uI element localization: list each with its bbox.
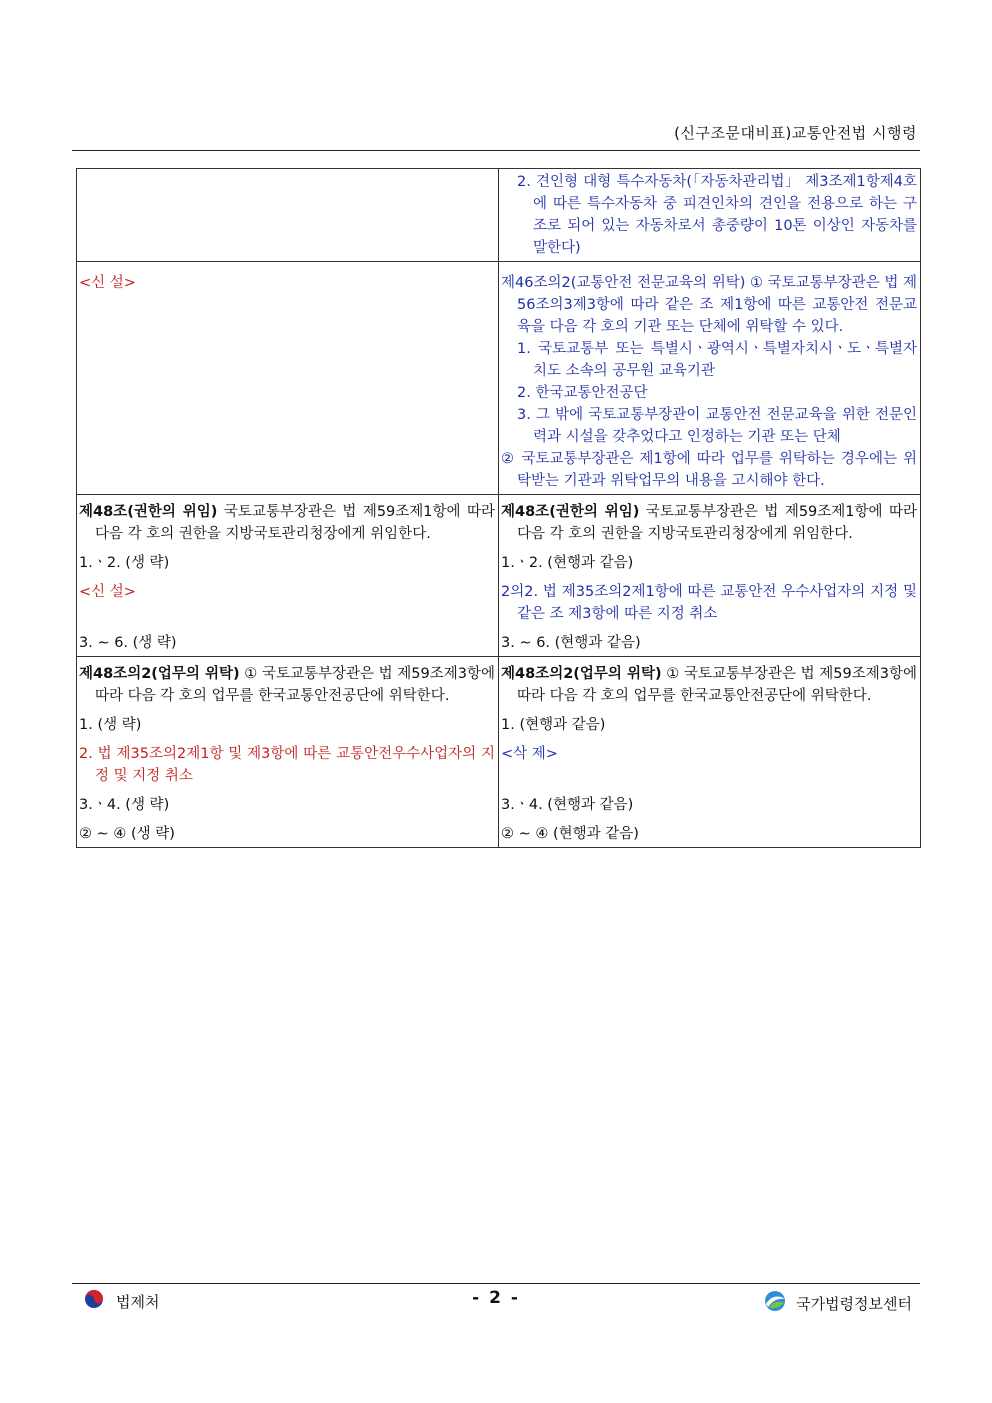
article-heading: 제48조의2(업무의 위탁) bbox=[79, 666, 240, 682]
article-paragraph: 제46조의2(교통안전 전문교육의 위탁) ① 국토교통부장관은 법 제56조의3제3항에 따라 같은 조 제1항에 따른 교통안전 전문교육을 다음 각 호의 기관 또는 단체에 위탁할 수 있다. bbox=[501, 275, 917, 335]
item-line: 3.ㆍ4. (생 략) bbox=[79, 797, 170, 813]
footer-org-label: 법제처 bbox=[116, 1292, 160, 1311]
item-line: 1.ㆍ2. (생 략) bbox=[79, 555, 170, 571]
new-provision-marker: <신 설> bbox=[79, 275, 136, 291]
paragraph-line: ② ∼ ④ (현행과 같음) bbox=[501, 826, 639, 842]
deleted-marker: <삭 제> bbox=[501, 746, 558, 762]
footer-right bbox=[762, 1289, 912, 1317]
old-cell bbox=[77, 657, 499, 848]
new-provision-marker: <신 설> bbox=[79, 584, 136, 600]
item-line: 1. 국토교통부 또는 특별시ㆍ광역시ㆍ특별자치시ㆍ도ㆍ특별자치도 소속의 공무원 교육기관 bbox=[517, 341, 917, 379]
article-body: ① 국토교통부장관은 법 제59조제3항에 따라 다음 각 호의 업무를 한국교통안전공단에 위탁한다. bbox=[517, 666, 917, 704]
article-text bbox=[79, 501, 495, 545]
table-row bbox=[77, 495, 921, 657]
article-heading: 제48조(권한의 위임) bbox=[501, 504, 640, 520]
new-cell bbox=[499, 495, 921, 657]
article-heading: 제48조(권한의 위임) bbox=[79, 504, 218, 520]
article-body: ① 국토교통부장관은 법 제59조제3항에 따라 다음 각 호의 업무를 한국교통안전공단에 위탁한다. bbox=[95, 666, 495, 704]
article-text bbox=[79, 663, 495, 707]
item-line: 3. 그 밖에 국토교통부장관이 교통안전 전문교육을 위한 전문인력과 시설을 갖추었다고 인정하는 기관 또는 단체 bbox=[517, 407, 917, 445]
page-number: - 2 - bbox=[472, 1288, 520, 1308]
item-line: 2. 법 제35조의2제1항 및 제3항에 따른 교통안전우수사업자의 지정 및 지정 취소 bbox=[79, 746, 495, 784]
article-body: 국토교통부장관은 법 제59조제1항에 따라 다음 각 호의 권한을 지방국토관리청장에게 위임한다. bbox=[517, 504, 918, 542]
item-line: 1.ㆍ2. (현행과 같음) bbox=[501, 555, 634, 571]
comparison-table bbox=[76, 168, 921, 848]
item-line: 3.ㆍ4. (현행과 같음) bbox=[501, 797, 634, 813]
new-cell bbox=[499, 262, 921, 495]
page-header-title: (신구조문대비표)교통안전법 시행령 bbox=[674, 124, 917, 142]
article-text bbox=[501, 663, 917, 707]
paragraph-line: ② 국토교통부장관은 제1항에 따라 업무를 위탁하는 경우에는 위탁받는 기관과 위탁업무의 내용을 고시해야 한다. bbox=[501, 451, 917, 489]
old-cell bbox=[77, 495, 499, 657]
item-line: 2의2. 법 제35조의2제1항에 따른 교통안전 우수사업자의 지정 및 같은 조 제3항에 따른 지정 취소 bbox=[501, 584, 917, 622]
item-line: 2. 견인형 대형 특수자동차(「자동차관리법」 제3조제1항제4호에 따른 특수자동차 중 피견인차의 견인을 전용으로 하는 구조로 되어 있는 자동차로서 총중량이 10톤 이상인 자동차를 말한다) bbox=[517, 174, 917, 256]
table-row bbox=[77, 657, 921, 848]
article-heading: 제48조의2(업무의 위탁) bbox=[501, 666, 662, 682]
item-line: 1. (생 략) bbox=[79, 717, 142, 733]
header-divider bbox=[72, 150, 920, 151]
new-cell bbox=[499, 657, 921, 848]
paragraph-line: ② ∼ ④ (생 략) bbox=[79, 826, 175, 842]
table-row bbox=[77, 262, 921, 495]
item-line: 2. 한국교통안전공단 bbox=[517, 385, 648, 401]
law-center-logo-icon bbox=[762, 1289, 788, 1317]
article-text bbox=[501, 501, 917, 545]
article-body: 국토교통부장관은 법 제59조제1항에 따라 다음 각 호의 권한을 지방국토관리청장에게 위임한다. bbox=[95, 504, 496, 542]
item-line: 1. (현행과 같음) bbox=[501, 717, 606, 733]
item-line: 3. ∼ 6. (현행과 같음) bbox=[501, 635, 641, 651]
footer-center-label: 국가법령정보센터 bbox=[796, 1294, 912, 1313]
old-cell bbox=[77, 262, 499, 495]
footer-divider bbox=[72, 1283, 920, 1284]
table-row bbox=[77, 169, 921, 262]
old-cell bbox=[77, 169, 499, 262]
item-line: 3. ∼ 6. (생 략) bbox=[79, 635, 177, 651]
new-cell bbox=[499, 169, 921, 262]
